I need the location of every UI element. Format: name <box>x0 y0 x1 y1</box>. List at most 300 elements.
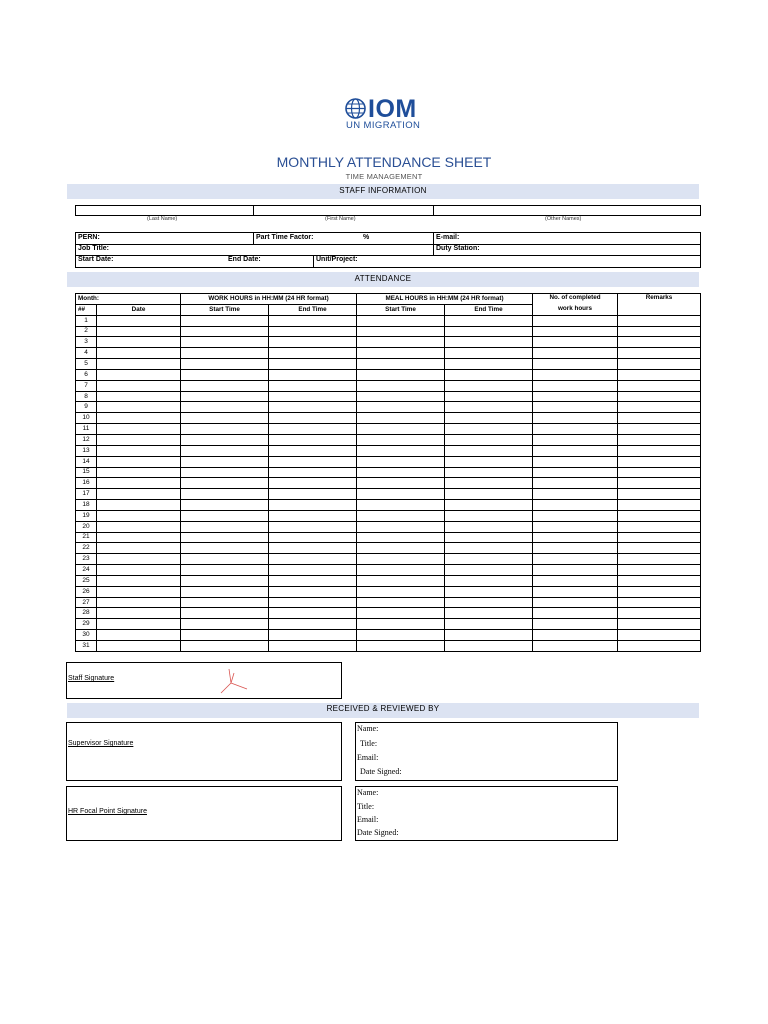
meal-end-cell[interactable] <box>445 445 533 456</box>
work-start-cell[interactable] <box>181 521 269 532</box>
remarks-cell[interactable] <box>618 391 701 402</box>
table-row <box>76 608 701 619</box>
meal-start-cell[interactable] <box>357 467 445 478</box>
date-cell[interactable] <box>97 467 181 478</box>
hr-signature-label: HR Focal Point Signature <box>68 808 147 815</box>
date-cell[interactable] <box>97 326 181 337</box>
work-start-cell[interactable] <box>181 326 269 337</box>
remarks-cell[interactable] <box>618 326 701 337</box>
meal-start-cell[interactable] <box>357 543 445 554</box>
duty-station-label: Duty Station: <box>436 245 480 252</box>
remarks-cell[interactable] <box>618 456 701 467</box>
remarks-cell[interactable] <box>618 575 701 586</box>
table-row <box>76 641 701 652</box>
work-end-cell[interactable] <box>269 575 357 586</box>
completed-hours-cell[interactable] <box>533 359 618 370</box>
day-number: 29 <box>76 619 97 630</box>
staff-signature-label: Staff Signature <box>68 675 115 682</box>
completed-hours-cell[interactable] <box>533 641 618 652</box>
meal-end-cell[interactable] <box>445 521 533 532</box>
table-row <box>76 521 701 532</box>
table-row <box>76 359 701 370</box>
work-end-cell[interactable] <box>269 348 357 359</box>
globe-icon <box>345 98 366 119</box>
completed-hours-cell[interactable] <box>533 575 618 586</box>
work-start-time-header: Start Time <box>181 304 269 315</box>
remarks-cell[interactable] <box>618 445 701 456</box>
completed-hours-cell[interactable] <box>533 619 618 630</box>
work-start-cell[interactable] <box>181 619 269 630</box>
work-start-cell[interactable] <box>181 456 269 467</box>
date-cell[interactable] <box>97 630 181 641</box>
completed-hours-cell[interactable] <box>533 586 618 597</box>
work-end-cell[interactable] <box>269 489 357 500</box>
date-cell[interactable] <box>97 532 181 543</box>
meal-start-cell[interactable] <box>357 326 445 337</box>
remarks-cell[interactable] <box>618 500 701 511</box>
meal-start-cell[interactable] <box>357 456 445 467</box>
table-row <box>76 489 701 500</box>
date-cell[interactable] <box>97 369 181 380</box>
work-end-cell[interactable] <box>269 337 357 348</box>
completed-hours-cell[interactable] <box>533 456 618 467</box>
day-number: 28 <box>76 608 97 619</box>
work-end-cell[interactable] <box>269 478 357 489</box>
day-number: 25 <box>76 575 97 586</box>
date-cell[interactable] <box>97 445 181 456</box>
meal-start-cell[interactable] <box>357 619 445 630</box>
meal-start-cell[interactable] <box>357 489 445 500</box>
completed-hours-cell[interactable] <box>533 500 618 511</box>
date-cell[interactable] <box>97 543 181 554</box>
work-end-cell[interactable] <box>269 619 357 630</box>
meal-end-cell[interactable] <box>445 326 533 337</box>
number-header: ## <box>76 304 97 315</box>
meal-start-cell[interactable] <box>357 380 445 391</box>
received-reviewed-band: RECEIVED & REVIEWED BY <box>67 703 699 718</box>
work-start-cell[interactable] <box>181 630 269 641</box>
meal-end-cell[interactable] <box>445 434 533 445</box>
meal-start-cell[interactable] <box>357 575 445 586</box>
supervisor-title-label: Title: <box>360 739 378 748</box>
meal-start-cell[interactable] <box>357 565 445 576</box>
meal-end-cell[interactable] <box>445 315 533 326</box>
completed-hours-cell[interactable] <box>533 597 618 608</box>
month-label: Month: <box>76 294 181 305</box>
remarks-cell[interactable] <box>618 554 701 565</box>
completed-hours-cell[interactable] <box>533 532 618 543</box>
date-cell[interactable] <box>97 434 181 445</box>
first-name-caption: (First Name) <box>325 216 356 222</box>
meal-start-cell[interactable] <box>357 369 445 380</box>
meal-end-cell[interactable] <box>445 359 533 370</box>
divider <box>253 233 254 244</box>
table-row <box>76 348 701 359</box>
table-row <box>76 478 701 489</box>
meal-start-cell[interactable] <box>357 413 445 424</box>
work-start-cell[interactable] <box>181 543 269 554</box>
meal-end-cell[interactable] <box>445 565 533 576</box>
completed-hours-cell[interactable] <box>533 489 618 500</box>
work-start-cell[interactable] <box>181 489 269 500</box>
hr-details-box[interactable] <box>355 786 618 841</box>
remarks-cell[interactable] <box>618 337 701 348</box>
divider <box>433 233 434 255</box>
remarks-cell[interactable] <box>618 510 701 521</box>
remarks-cell[interactable] <box>618 467 701 478</box>
remarks-cell[interactable] <box>618 521 701 532</box>
work-end-cell[interactable] <box>269 641 357 652</box>
meal-end-cell[interactable] <box>445 510 533 521</box>
hr-date-signed-label: Date Signed: <box>357 828 399 837</box>
supervisor-date-signed-label: Date Signed: <box>360 767 402 776</box>
hr-signature-box[interactable] <box>66 786 342 841</box>
meal-end-cell[interactable] <box>445 402 533 413</box>
hr-email-label: Email: <box>357 815 379 824</box>
day-number: 22 <box>76 543 97 554</box>
meal-start-cell[interactable] <box>357 402 445 413</box>
meal-end-cell[interactable] <box>445 586 533 597</box>
work-end-cell[interactable] <box>269 608 357 619</box>
work-end-cell[interactable] <box>269 456 357 467</box>
date-cell[interactable] <box>97 413 181 424</box>
date-cell[interactable] <box>97 315 181 326</box>
meal-end-cell[interactable] <box>445 608 533 619</box>
day-number: 9 <box>76 402 97 413</box>
completed-hours-cell[interactable] <box>533 369 618 380</box>
date-cell[interactable] <box>97 424 181 435</box>
table-row <box>76 619 701 630</box>
work-start-cell[interactable] <box>181 359 269 370</box>
date-cell[interactable] <box>97 337 181 348</box>
day-number: 24 <box>76 565 97 576</box>
table-row <box>76 630 701 641</box>
completed-hours-cell[interactable] <box>533 348 618 359</box>
meal-start-cell[interactable] <box>357 554 445 565</box>
meal-end-cell[interactable] <box>445 630 533 641</box>
remarks-cell[interactable] <box>618 413 701 424</box>
supervisor-email-label: Email: <box>357 753 379 762</box>
date-cell[interactable] <box>97 489 181 500</box>
meal-start-cell[interactable] <box>357 391 445 402</box>
work-start-cell[interactable] <box>181 445 269 456</box>
meal-end-cell[interactable] <box>445 337 533 348</box>
work-start-cell[interactable] <box>181 348 269 359</box>
meal-start-cell[interactable] <box>357 424 445 435</box>
completed-hours-line-2: work hours <box>558 305 592 312</box>
meal-end-cell[interactable] <box>445 500 533 511</box>
table-row <box>76 543 701 554</box>
work-end-cell[interactable] <box>269 369 357 380</box>
day-number: 26 <box>76 586 97 597</box>
work-start-cell[interactable] <box>181 500 269 511</box>
date-cell[interactable] <box>97 348 181 359</box>
completed-hours-cell[interactable] <box>533 391 618 402</box>
work-end-cell[interactable] <box>269 521 357 532</box>
percent-label: % <box>363 234 370 241</box>
completed-hours-cell[interactable] <box>533 510 618 521</box>
completed-hours-cell[interactable] <box>533 565 618 576</box>
unit-project-label: Unit/Project: <box>316 256 358 263</box>
meal-hours-header: MEAL HOURS in HH:MM (24 HR format) <box>357 294 533 305</box>
remarks-cell[interactable] <box>618 543 701 554</box>
remarks-cell[interactable] <box>618 597 701 608</box>
name-fields <box>75 205 701 216</box>
completed-hours-cell[interactable] <box>533 424 618 435</box>
date-cell[interactable] <box>97 575 181 586</box>
meal-start-cell[interactable] <box>357 641 445 652</box>
meal-end-cell[interactable] <box>445 380 533 391</box>
work-end-cell[interactable] <box>269 315 357 326</box>
last-name-caption: (Last Name) <box>147 216 178 222</box>
completed-hours-cell[interactable] <box>533 326 618 337</box>
meal-end-cell[interactable] <box>445 348 533 359</box>
meal-end-cell[interactable] <box>445 456 533 467</box>
day-number: 3 <box>76 337 97 348</box>
date-cell[interactable] <box>97 402 181 413</box>
table-row <box>76 402 701 413</box>
meal-end-cell[interactable] <box>445 413 533 424</box>
meal-end-cell[interactable] <box>445 369 533 380</box>
meal-end-cell[interactable] <box>445 532 533 543</box>
table-row <box>76 337 701 348</box>
remarks-cell[interactable] <box>618 359 701 370</box>
day-number: 4 <box>76 348 97 359</box>
work-end-cell[interactable] <box>269 434 357 445</box>
iom-logo <box>345 96 437 132</box>
meal-start-cell[interactable] <box>357 510 445 521</box>
supervisor-name-label: Name: <box>357 724 379 733</box>
work-start-cell[interactable] <box>181 575 269 586</box>
work-end-cell[interactable] <box>269 424 357 435</box>
divider <box>433 206 434 215</box>
work-start-cell[interactable] <box>181 391 269 402</box>
remarks-cell[interactable] <box>618 565 701 576</box>
date-cell[interactable] <box>97 586 181 597</box>
meal-start-cell[interactable] <box>357 532 445 543</box>
work-start-cell[interactable] <box>181 597 269 608</box>
work-start-cell[interactable] <box>181 369 269 380</box>
remarks-cell[interactable] <box>618 586 701 597</box>
day-number: 2 <box>76 326 97 337</box>
meal-start-cell[interactable] <box>357 434 445 445</box>
completed-hours-cell[interactable] <box>533 445 618 456</box>
remarks-cell[interactable] <box>618 315 701 326</box>
completed-hours-cell[interactable] <box>533 554 618 565</box>
date-cell[interactable] <box>97 359 181 370</box>
staff-signature-box[interactable] <box>66 662 342 699</box>
work-start-cell[interactable] <box>181 467 269 478</box>
work-end-cell[interactable] <box>269 630 357 641</box>
supervisor-signature-label: Supervisor Signature <box>68 740 134 747</box>
email-label: E-mail: <box>436 234 460 241</box>
remarks-cell[interactable] <box>618 348 701 359</box>
date-cell[interactable] <box>97 565 181 576</box>
table-header-row <box>76 294 701 305</box>
completed-hours-cell[interactable] <box>533 337 618 348</box>
part-time-factor-label: Part Time Factor: <box>256 234 314 241</box>
work-end-cell[interactable] <box>269 597 357 608</box>
remarks-cell[interactable] <box>618 369 701 380</box>
day-number: 1 <box>76 315 97 326</box>
table-row <box>76 575 701 586</box>
day-number: 15 <box>76 467 97 478</box>
completed-hours-cell[interactable] <box>533 608 618 619</box>
meal-end-cell[interactable] <box>445 641 533 652</box>
work-end-cell[interactable] <box>269 510 357 521</box>
remarks-cell[interactable] <box>618 619 701 630</box>
day-number: 7 <box>76 380 97 391</box>
meal-start-cell[interactable] <box>357 586 445 597</box>
completed-hours-cell[interactable] <box>533 543 618 554</box>
work-end-cell[interactable] <box>269 359 357 370</box>
date-cell[interactable] <box>97 554 181 565</box>
meal-end-cell[interactable] <box>445 424 533 435</box>
work-end-time-header: End Time <box>269 304 357 315</box>
table-row <box>76 510 701 521</box>
meal-end-cell[interactable] <box>445 543 533 554</box>
completed-hours-line-1: No. of completed <box>549 294 601 301</box>
work-end-cell[interactable] <box>269 445 357 456</box>
divider <box>253 206 254 215</box>
work-end-cell[interactable] <box>269 413 357 424</box>
work-start-cell[interactable] <box>181 478 269 489</box>
work-end-cell[interactable] <box>269 586 357 597</box>
table-row <box>76 456 701 467</box>
job-title-label: Job Title: <box>78 245 109 252</box>
hr-title-label: Title: <box>357 802 375 811</box>
work-start-cell[interactable] <box>181 337 269 348</box>
remarks-cell[interactable] <box>618 641 701 652</box>
date-cell[interactable] <box>97 391 181 402</box>
work-hours-header: WORK HOURS in HH:MM (24 HR format) <box>181 294 357 305</box>
work-end-cell[interactable] <box>269 543 357 554</box>
meal-end-cell[interactable] <box>445 575 533 586</box>
meal-start-cell[interactable] <box>357 315 445 326</box>
remarks-cell[interactable] <box>618 532 701 543</box>
work-end-cell[interactable] <box>269 391 357 402</box>
work-start-cell[interactable] <box>181 510 269 521</box>
work-start-cell[interactable] <box>181 315 269 326</box>
work-end-cell[interactable] <box>269 554 357 565</box>
remarks-cell[interactable] <box>618 489 701 500</box>
remarks-cell[interactable] <box>618 608 701 619</box>
meal-end-cell[interactable] <box>445 554 533 565</box>
meal-start-cell[interactable] <box>357 478 445 489</box>
meal-end-cell[interactable] <box>445 489 533 500</box>
work-start-cell[interactable] <box>181 402 269 413</box>
date-cell[interactable] <box>97 619 181 630</box>
work-start-cell[interactable] <box>181 380 269 391</box>
table-row <box>76 500 701 511</box>
date-cell[interactable] <box>97 641 181 652</box>
day-number: 30 <box>76 630 97 641</box>
meal-end-cell[interactable] <box>445 391 533 402</box>
date-cell[interactable] <box>97 510 181 521</box>
meal-start-cell[interactable] <box>357 630 445 641</box>
supervisor-details-box[interactable] <box>355 722 618 781</box>
day-number: 14 <box>76 456 97 467</box>
completed-hours-cell[interactable] <box>533 402 618 413</box>
staff-info-grid <box>75 232 701 268</box>
day-number: 13 <box>76 445 97 456</box>
work-end-cell[interactable] <box>269 326 357 337</box>
remarks-cell[interactable] <box>618 630 701 641</box>
work-start-cell[interactable] <box>181 565 269 576</box>
supervisor-signature-box[interactable] <box>66 722 342 781</box>
work-start-cell[interactable] <box>181 434 269 445</box>
meal-start-cell[interactable] <box>357 348 445 359</box>
work-end-cell[interactable] <box>269 565 357 576</box>
work-start-cell[interactable] <box>181 532 269 543</box>
work-start-cell[interactable] <box>181 608 269 619</box>
remarks-cell[interactable] <box>618 434 701 445</box>
meal-end-cell[interactable] <box>445 597 533 608</box>
work-end-cell[interactable] <box>269 380 357 391</box>
work-end-cell[interactable] <box>269 532 357 543</box>
completed-hours-cell[interactable] <box>533 434 618 445</box>
completed-hours-cell[interactable] <box>533 380 618 391</box>
day-number: 27 <box>76 597 97 608</box>
remarks-cell[interactable] <box>618 478 701 489</box>
completed-hours-cell[interactable] <box>533 315 618 326</box>
work-end-cell[interactable] <box>269 467 357 478</box>
meal-start-cell[interactable] <box>357 608 445 619</box>
completed-hours-header <box>533 294 618 316</box>
day-number: 12 <box>76 434 97 445</box>
work-start-cell[interactable] <box>181 554 269 565</box>
date-cell[interactable] <box>97 478 181 489</box>
remarks-cell[interactable] <box>618 402 701 413</box>
date-cell[interactable] <box>97 380 181 391</box>
work-end-cell[interactable] <box>269 402 357 413</box>
meal-start-cell[interactable] <box>357 445 445 456</box>
remarks-header: Remarks <box>618 294 701 316</box>
work-start-cell[interactable] <box>181 424 269 435</box>
work-start-cell[interactable] <box>181 413 269 424</box>
remarks-cell[interactable] <box>618 380 701 391</box>
date-cell[interactable] <box>97 500 181 511</box>
date-cell[interactable] <box>97 608 181 619</box>
date-cell[interactable] <box>97 597 181 608</box>
meal-end-cell[interactable] <box>445 467 533 478</box>
meal-start-cell[interactable] <box>357 597 445 608</box>
date-cell[interactable] <box>97 456 181 467</box>
meal-start-cell[interactable] <box>357 500 445 511</box>
meal-end-cell[interactable] <box>445 619 533 630</box>
work-start-cell[interactable] <box>181 586 269 597</box>
remarks-cell[interactable] <box>618 424 701 435</box>
day-number: 20 <box>76 521 97 532</box>
completed-hours-cell[interactable] <box>533 478 618 489</box>
meal-start-cell[interactable] <box>357 521 445 532</box>
date-header: Date <box>97 304 181 315</box>
meal-end-cell[interactable] <box>445 478 533 489</box>
day-rows <box>76 315 701 651</box>
completed-hours-cell[interactable] <box>533 630 618 641</box>
completed-hours-cell[interactable] <box>533 467 618 478</box>
meal-start-cell[interactable] <box>357 359 445 370</box>
meal-start-cell[interactable] <box>357 337 445 348</box>
hr-name-label: Name: <box>357 788 379 797</box>
date-cell[interactable] <box>97 521 181 532</box>
work-end-cell[interactable] <box>269 500 357 511</box>
completed-hours-cell[interactable] <box>533 521 618 532</box>
end-date-label: End Date: <box>228 256 261 263</box>
work-start-cell[interactable] <box>181 641 269 652</box>
completed-hours-cell[interactable] <box>533 413 618 424</box>
divider <box>313 255 314 267</box>
